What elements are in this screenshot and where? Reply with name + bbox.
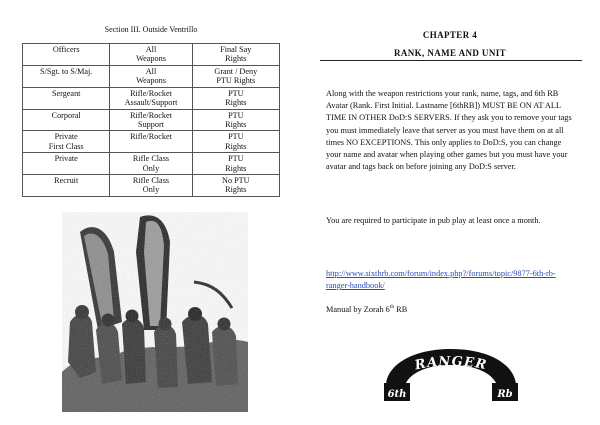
- rank-table-cell-rank: [23, 87, 110, 109]
- cell-line: Rifle Class: [132, 154, 170, 164]
- rank-table-row: [23, 153, 280, 175]
- rank-table-row: [23, 131, 280, 153]
- rank-table-cell-rights: [192, 65, 279, 87]
- handbook-link[interactable]: http://www.sixthrb.com/forum/index.php?/forums/topic/9877-6th-rb-ranger-handbook/: [326, 269, 556, 291]
- rank-table-cell-rights: [192, 153, 279, 175]
- cell-line: Recruit: [54, 176, 79, 186]
- cell-line: All: [145, 66, 157, 76]
- rank-name-paragraph: Along with the weapon restrictions your rank, name, tags, and 6th RB Avatar (Rank. First Initial. Lastname [6thRB]) MUST BE ON AT ALL TIME IN OTHER DoD:S SERVERS. If they ask you to remove your tags you must immediately leave that server as you must have them on at all times NO EXCEPTIONS. This only applies to DoD:S, you can change your name and avatar when playing other games but you must have your avatar and tags back on before joining any DoD:S server.: [326, 89, 572, 172]
- rank-table-row: [23, 44, 280, 66]
- cell-line: Weapons: [136, 76, 166, 86]
- right-page: [300, 0, 600, 425]
- rank-table-cell-rank: [23, 44, 110, 66]
- cell-line: No PTU: [222, 176, 250, 186]
- pub-play-paragraph: You are required to participate in pub play at least once a month.: [326, 216, 541, 225]
- manual-credit-sup: th: [389, 304, 395, 311]
- photo-scene: [62, 212, 248, 412]
- cell-line: PTU Rights: [216, 76, 256, 86]
- cell-line: Only: [142, 163, 160, 173]
- cell-line: S/Sgt. to S/Maj.: [40, 66, 93, 76]
- rank-table-cell-weapons: [110, 44, 192, 66]
- rank-table-row: [23, 175, 280, 197]
- rank-table-cell-weapons: [110, 153, 192, 175]
- rank-table-cell-weapons: [110, 87, 192, 109]
- cell-line: Private: [54, 154, 78, 164]
- cell-line: Rights: [225, 54, 247, 64]
- rank-table-cell-rank: [23, 131, 110, 153]
- cell-line: Assault/Support: [124, 98, 178, 108]
- cell-line: Grant / Deny: [214, 66, 258, 76]
- cell-line: Rights: [225, 119, 247, 129]
- cell-line: Corporal: [51, 110, 81, 120]
- section-caption: Section III. Outside Ventrillo: [104, 25, 198, 34]
- cell-line: Rifle/Rocket: [130, 132, 172, 142]
- cell-line: Support: [138, 119, 164, 129]
- cell-line: Rifle/Rocket: [130, 88, 172, 98]
- cell-line: Rights: [225, 141, 247, 151]
- logo-top-text: RANGER: [413, 354, 489, 374]
- rank-table-cell-weapons: [110, 131, 192, 153]
- rank-table-cell-rank: [23, 109, 110, 131]
- cell-line: Only: [142, 185, 160, 195]
- cell-line: PTU: [228, 132, 244, 142]
- cell-line: All: [145, 45, 157, 54]
- rank-table-cell-rights: [192, 87, 279, 109]
- rank-table-cell-weapons: [110, 65, 192, 87]
- handbook-link-paragraph: [326, 268, 578, 292]
- chapter-number: CHAPTER 4: [422, 30, 478, 40]
- rank-table-cell-weapons: [110, 109, 192, 131]
- svg-text:RANGER: [413, 354, 489, 373]
- rank-table-row: [23, 109, 280, 131]
- logo-right-text: Rb: [497, 389, 513, 400]
- rank-table-row: [23, 65, 280, 87]
- rank-table-cell-weapons: [110, 175, 192, 197]
- soldiers-photo: [62, 212, 248, 412]
- cell-line: Officers: [52, 45, 80, 54]
- rank-table-cell-rights: [192, 175, 279, 197]
- rank-table-cell-rank: [23, 175, 110, 197]
- cell-line: PTU: [228, 154, 244, 164]
- ranger-tab-logo: [380, 345, 522, 403]
- rank-table: [22, 43, 280, 197]
- chapter-title: RANK, NAME AND UNIT: [393, 48, 507, 58]
- logo-left-text: 6th: [387, 389, 407, 400]
- rank-table-row: [23, 87, 280, 109]
- rank-table-cell-rights: [192, 131, 279, 153]
- cell-line: Final Say: [220, 45, 252, 54]
- manual-credit: [326, 304, 578, 316]
- cell-line: Rights: [225, 98, 247, 108]
- cell-line: Rifle Class: [132, 176, 170, 186]
- cell-line: Rifle/Rocket: [130, 110, 172, 120]
- cell-line: PTU: [228, 110, 244, 120]
- cell-line: PTU: [228, 88, 244, 98]
- cell-line: Rights: [225, 185, 247, 195]
- cell-line: Weapons: [136, 54, 166, 64]
- cell-line: First Class: [48, 141, 84, 151]
- title-rule: [320, 60, 582, 61]
- rank-table-body: [23, 44, 280, 197]
- rank-table-cell-rights: [192, 109, 279, 131]
- cell-line: Rights: [225, 163, 247, 173]
- rank-table-cell-rank: [23, 153, 110, 175]
- rank-table-cell-rank: [23, 65, 110, 87]
- rank-table-cell-rights: [192, 44, 279, 66]
- manual-credit-prefix: Manual by Zorah 6: [326, 305, 390, 314]
- cell-line: Private: [54, 132, 78, 142]
- manual-credit-suffix: RB: [394, 305, 408, 314]
- cell-line: Sergeant: [51, 88, 81, 98]
